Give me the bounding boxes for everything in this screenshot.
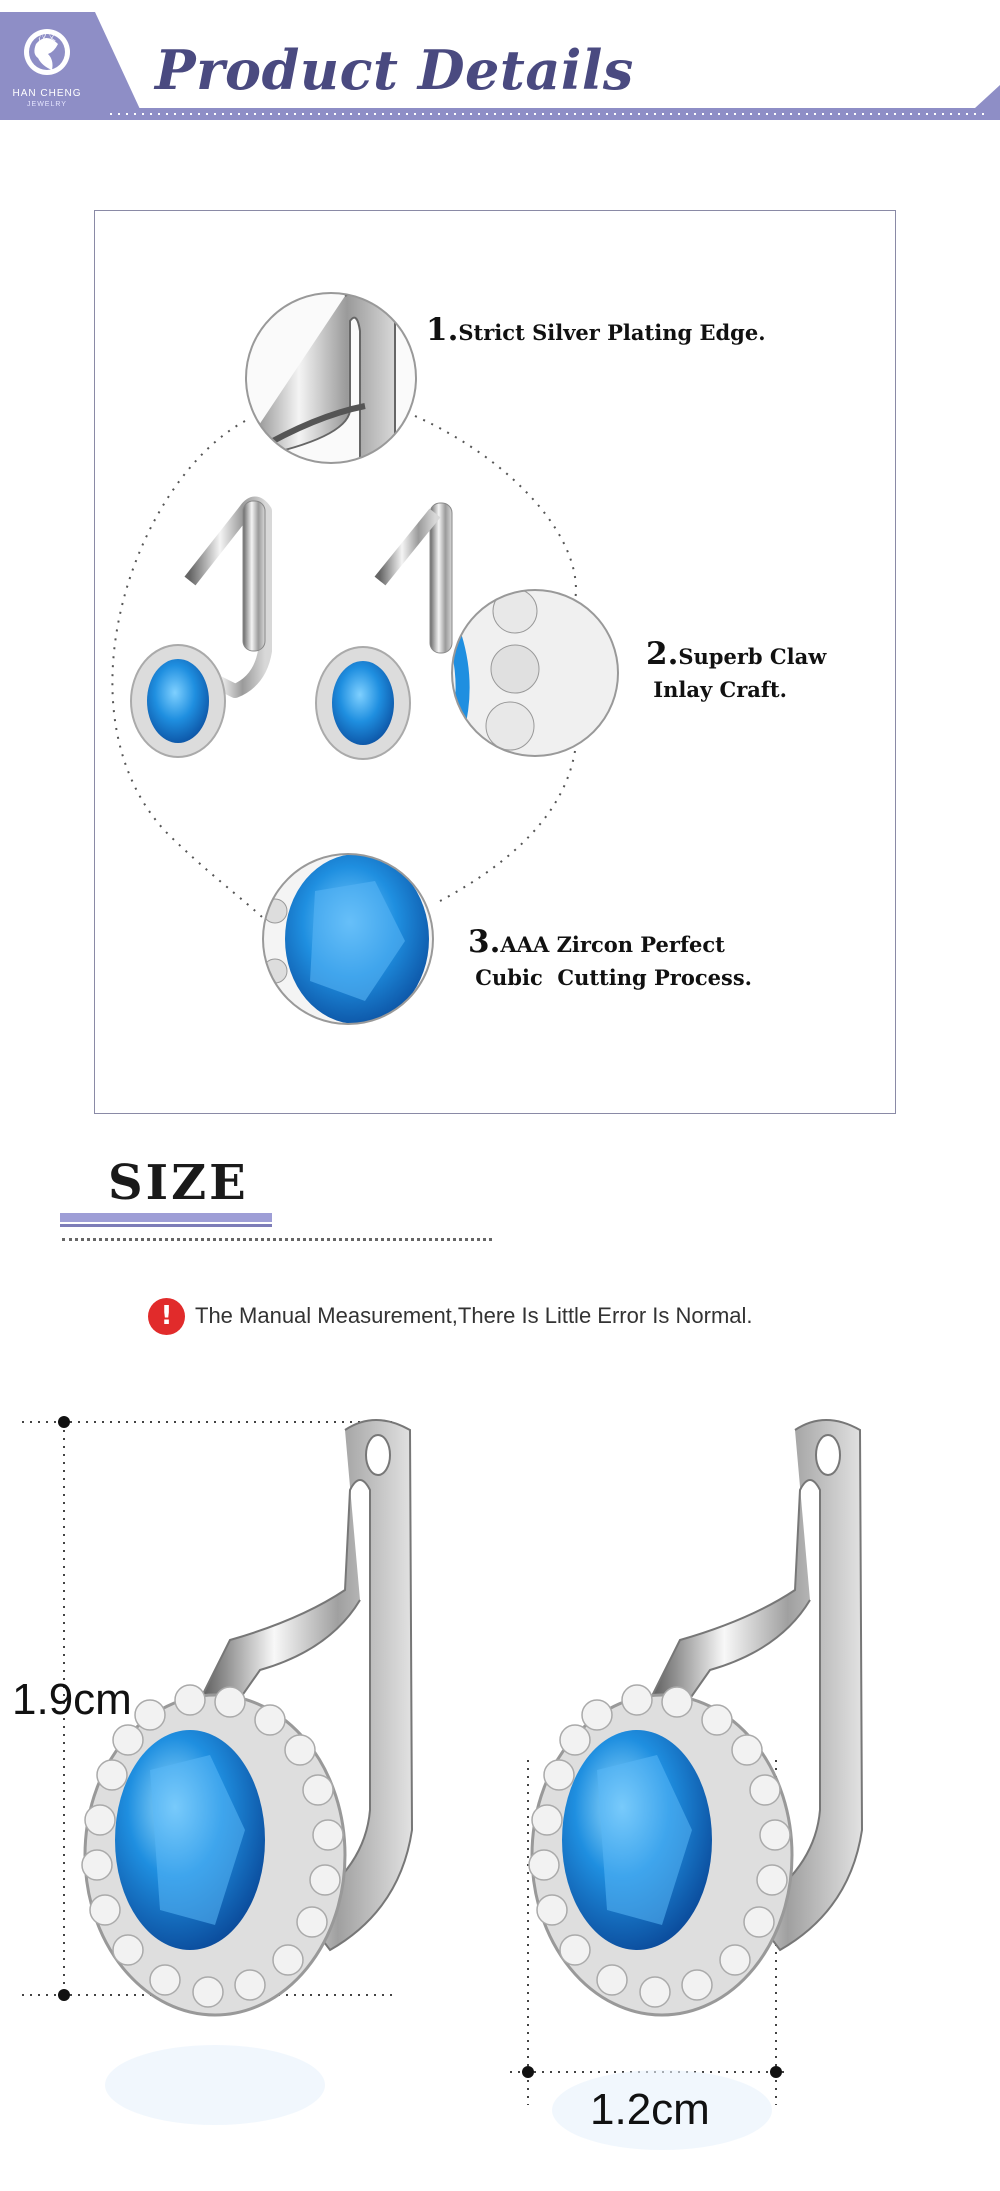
measurement-notice	[148, 1296, 753, 1336]
exclamation-icon: !	[148, 1298, 185, 1335]
feature-2-line-1: Superb Claw	[678, 644, 827, 669]
logo-brand-name: HAN CHENG	[12, 88, 82, 99]
width-left-dot	[522, 2066, 534, 2078]
header-banner	[0, 0, 1000, 125]
product-details-panel	[94, 210, 896, 1114]
zoom-zircon	[260, 851, 440, 1031]
feature-2-text	[646, 638, 826, 706]
width-right-dot	[770, 2066, 782, 2078]
page-title: Product Details	[155, 38, 634, 102]
feature-3-line-2: Cubic Cutting Process.	[468, 965, 752, 990]
earring-large-right	[529, 1420, 862, 2015]
zoom-silver-edge	[235, 286, 425, 471]
size-heading-underline	[60, 1213, 272, 1222]
feature-1-line-1: Strict Silver Plating Edge.	[458, 320, 766, 345]
feature-3-number: 3.	[468, 924, 501, 960]
feature-1-text	[426, 314, 766, 349]
logo-subtitle: JEWELRY	[27, 101, 67, 108]
height-dimension-label: 1.9cm	[12, 1675, 132, 1724]
size-heading-underline-thin	[60, 1224, 272, 1227]
zoom-claw-inlay	[445, 586, 625, 771]
size-divider	[62, 1238, 492, 1241]
earring-small-right	[316, 503, 452, 759]
feature-2-number: 2.	[646, 636, 679, 672]
height-bottom-dot	[58, 1989, 70, 2001]
size-heading: SIZE	[108, 1155, 249, 1211]
earring-small-left	[131, 501, 265, 757]
feature-2-line-2: Inlay Craft.	[646, 677, 787, 702]
feature-3-line-1: AAA Zircon Perfect	[500, 932, 725, 957]
feature-3-text	[468, 926, 752, 994]
measurement-illustration	[0, 1370, 1000, 2191]
feature-1-number: 1.	[426, 312, 459, 348]
logo-chinese-text: 汉又	[37, 33, 56, 43]
width-dimension-label: 1.2cm	[590, 2085, 710, 2134]
height-top-dot	[58, 1416, 70, 1428]
notice-text: The Manual Measurement,There Is Little Error Is Normal.	[195, 1303, 753, 1328]
